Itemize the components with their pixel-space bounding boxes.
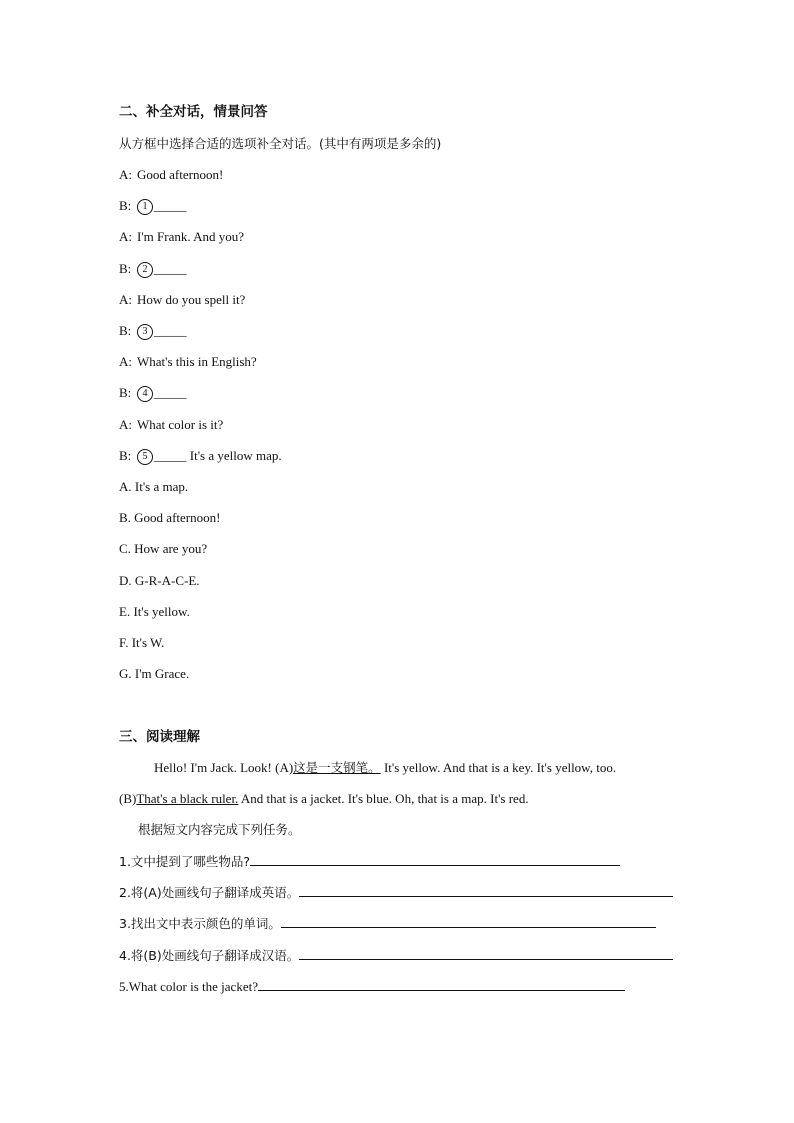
answer-line[interactable] <box>250 853 620 866</box>
dialogue-line <box>119 229 244 245</box>
dialogue-line <box>119 323 187 340</box>
passage-p1-start: Hello! I'm Jack. Look! (A) <box>154 760 294 775</box>
circled-number: 1 <box>137 199 153 215</box>
dialogue-line <box>119 167 223 183</box>
speaker-label: B: <box>119 198 132 214</box>
question-item <box>119 853 620 870</box>
dialogue-text: It's a yellow map. <box>186 447 282 463</box>
dialogue-line <box>119 417 223 433</box>
option-item: F. It's W. <box>119 635 165 650</box>
answer-blank[interactable]: _____ <box>154 323 187 338</box>
dialogue-text: Good afternoon! <box>137 167 224 182</box>
speaker-label: A: <box>119 416 132 432</box>
dialogue-line <box>119 385 187 402</box>
speaker-label: B: <box>119 447 132 463</box>
circled-number: 3 <box>137 324 153 340</box>
question-item <box>119 884 673 901</box>
dialogue-line <box>119 354 257 370</box>
dialogue-text: What's this in English? <box>137 354 257 370</box>
section3-task: 根据短文内容完成下列任务。 <box>138 822 301 837</box>
section3-title: 三、阅读理解 <box>119 729 200 745</box>
speaker-label: A: <box>119 291 132 307</box>
circled-number: 5 <box>137 449 153 465</box>
section2-title: 二、补全对话，情景问答 <box>119 104 268 120</box>
section2-instruction: 从方框中选择合适的选项补全对话。(其中有两项是多余的) <box>119 136 442 151</box>
passage-underlined-a: 这是一支钢笔。 <box>293 760 381 775</box>
passage-line-2 <box>119 791 529 807</box>
answer-blank[interactable]: _____ <box>154 260 187 276</box>
dialogue-line <box>119 261 187 278</box>
answer-blank[interactable]: _____ <box>154 385 187 401</box>
speaker-label: A: <box>119 167 132 182</box>
question-text: 5.What color is the jacket? <box>119 978 258 994</box>
dialogue-line <box>119 292 245 308</box>
passage-p1-end: It's yellow. And that is a key. It's yellow, too. <box>380 760 617 775</box>
circled-number: 4 <box>137 386 153 402</box>
option-item: E. It's yellow. <box>119 603 190 619</box>
passage-p2-start: (B) <box>119 791 137 806</box>
question-item <box>119 915 656 932</box>
question-item <box>119 947 673 964</box>
question-text: 1.文中提到了哪些物品? <box>119 854 251 869</box>
question-text: 3.找出文中表示颜色的单词。 <box>119 916 281 932</box>
question-item <box>119 978 625 995</box>
answer-blank[interactable]: _____ <box>154 198 187 214</box>
question-text: 2.将(A)处画线句子翻译成英语。 <box>119 885 300 901</box>
option-item: B. Good afternoon! <box>119 510 221 526</box>
question-text: 4.将(B)处画线句子翻译成汉语。 <box>119 947 300 963</box>
dialogue-line <box>119 198 187 215</box>
answer-blank[interactable]: _____ <box>154 447 187 463</box>
option-item: A. It's a map. <box>119 479 189 494</box>
answer-line[interactable] <box>299 884 673 897</box>
dialogue-line <box>119 448 282 465</box>
speaker-label: B: <box>119 260 132 276</box>
dialogue-text: How do you spell it? <box>137 291 246 307</box>
answer-line[interactable] <box>281 915 656 928</box>
speaker-label: B: <box>119 385 132 401</box>
answer-line[interactable] <box>258 978 625 991</box>
passage-p2-end: And that is a jacket. It's blue. Oh, that is a map. It's red. <box>238 791 529 806</box>
option-item: G. I'm Grace. <box>119 666 190 682</box>
answer-line[interactable] <box>299 947 673 960</box>
speaker-label: B: <box>119 323 132 338</box>
speaker-label: A: <box>119 229 132 245</box>
dialogue-text: I'm Frank. And you? <box>137 229 245 245</box>
dialogue-text: What color is it? <box>137 416 224 432</box>
speaker-label: A: <box>119 354 132 370</box>
circled-number: 2 <box>137 262 153 278</box>
passage-line-1 <box>154 760 616 776</box>
option-item: C. How are you? <box>119 541 208 557</box>
option-item: D. G-R-A-C-E. <box>119 572 200 588</box>
passage-underlined-b: That's a black ruler. <box>136 791 239 806</box>
